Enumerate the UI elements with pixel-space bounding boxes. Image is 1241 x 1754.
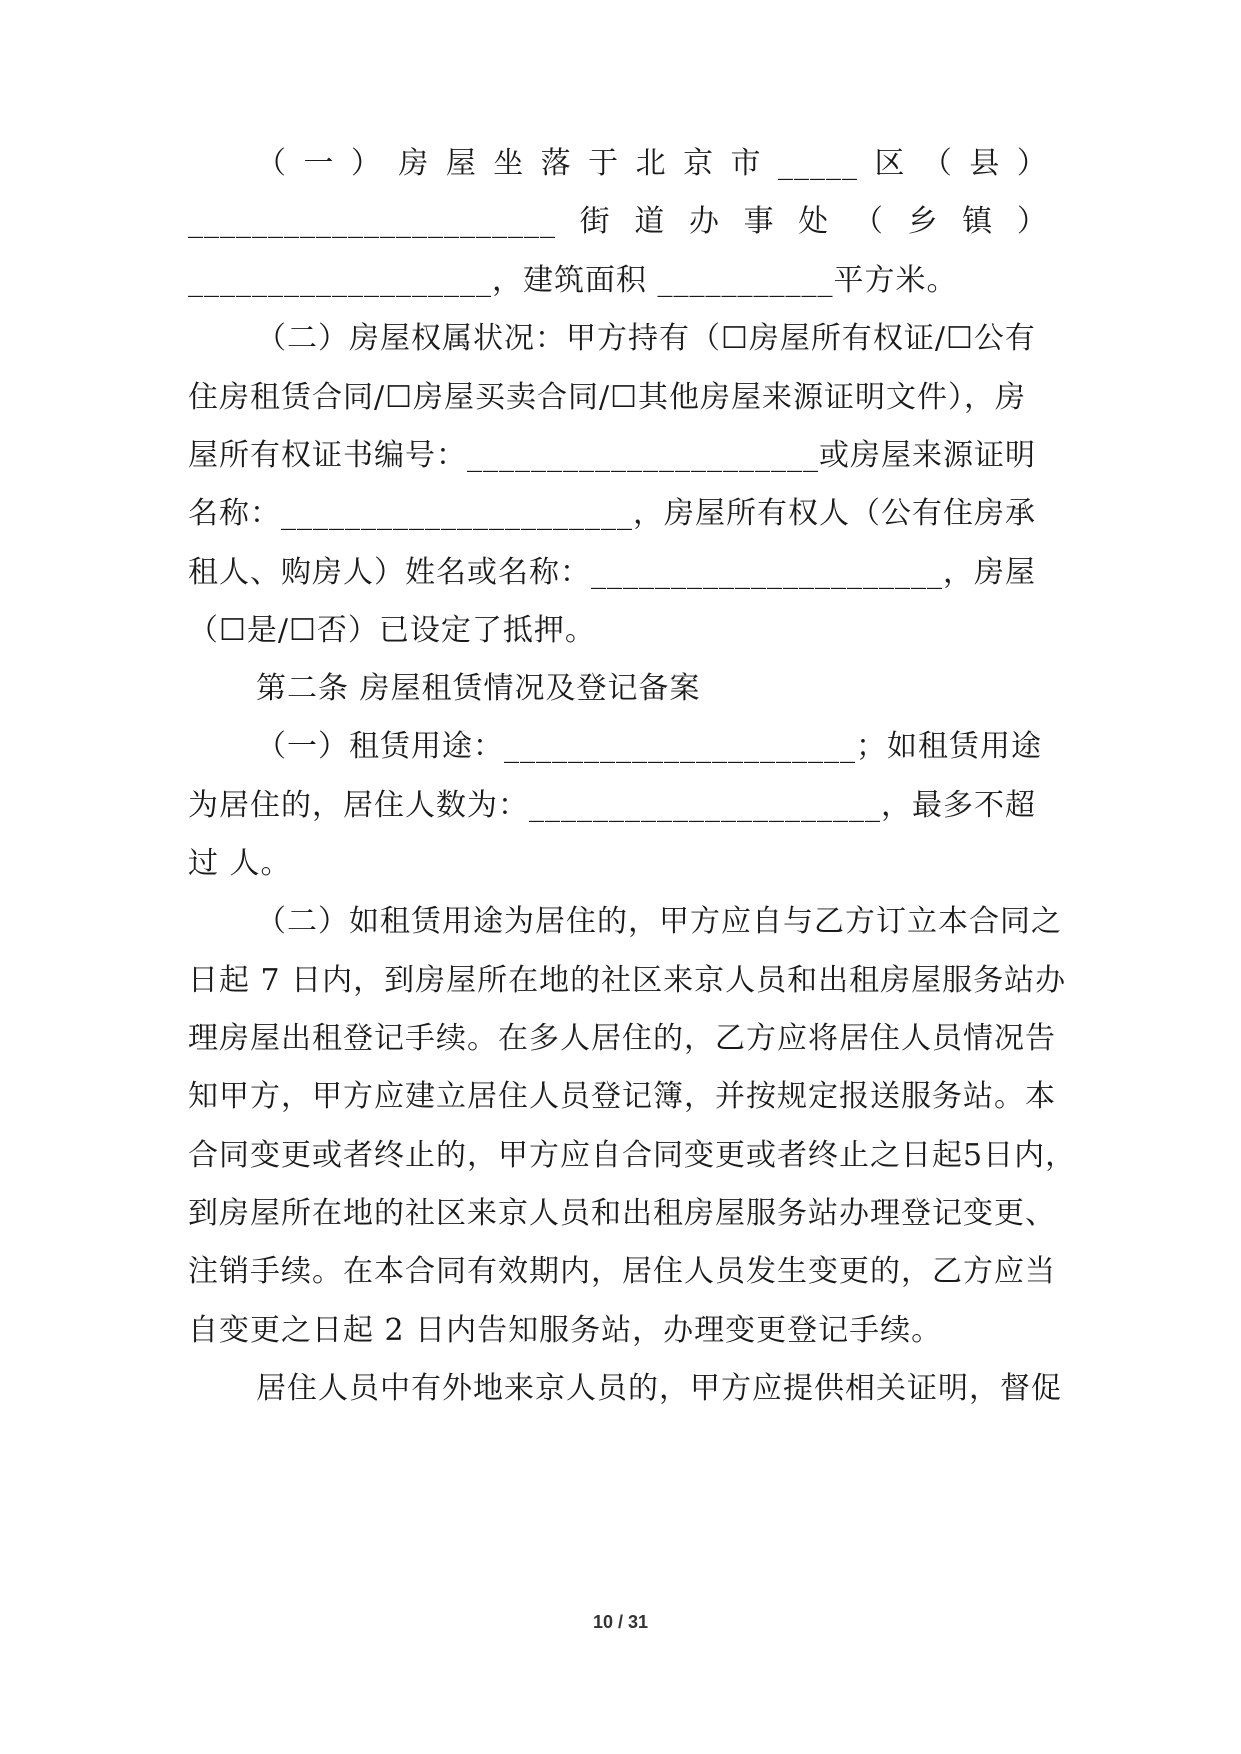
location-line-1-token: 于 (588, 146, 620, 181)
location-line-1-token: （ (256, 146, 287, 181)
location-line-1-token: 房 (398, 146, 430, 181)
location-line-2-token: （ (852, 204, 884, 239)
location-line-2-token: 道 (634, 204, 666, 239)
registration-line-3: 理房屋出租登记手续。在多人居住的，乙方应将居住人员情况告 (188, 1021, 1056, 1056)
location-line-3: ___________________，建筑面积 ___________平方米。 (188, 263, 958, 298)
location-line-1 (256, 139, 1048, 189)
location-line-1-token: ） (1016, 146, 1048, 181)
location-line-2-token: 街 (579, 204, 611, 239)
location-line-1-token: 屋 (445, 146, 477, 181)
page-number: 10 / 31 (592, 1612, 649, 1632)
ownership-line-3: 屋所有权证书编号：______________________或房屋来源证明 (188, 438, 1036, 473)
article-heading: 第二条 房屋租赁情况及登记备案 (256, 671, 701, 706)
registration-line-1: （二）如租赁用途为居住的，甲方应自与乙方订立本合同之 (256, 904, 1062, 939)
location-line-2 (188, 197, 1048, 247)
location-line-2-token: 乡 (907, 204, 939, 239)
registration-line-2: 日起 7 日内，到房屋所在地的社区来京人员和出租房屋服务站办 (188, 963, 1067, 998)
registration-line-4: 知甲方，甲方应建立居住人员登记簿，并按规定报送服务站。本 (188, 1079, 1056, 1114)
location-line-2-token: 镇 (962, 204, 994, 239)
residents-line-1: 居住人员中有外地来京人员的，甲方应提供相关证明，督促 (256, 1371, 1062, 1406)
location-line-2-token: 处 (798, 204, 830, 239)
location-line-2-token: 办 (688, 204, 720, 239)
registration-line-8: 自变更之日起 2 日内告知服务站，办理变更登记手续。 (188, 1313, 943, 1348)
location-line-1-token: ） (350, 146, 382, 181)
location-line-1-token: 坐 (493, 146, 525, 181)
registration-line-6: 到房屋所在地的社区来京人员和出租房屋服务站办理登记变更、 (188, 1196, 1056, 1231)
location-line-1-token: 京 (683, 146, 715, 181)
location-line-2-token: _______________________ (188, 204, 556, 239)
ownership-line-6: （☐是/☐否）已设定了抵押。 (188, 613, 596, 648)
location-line-1-token: 一 (303, 146, 335, 181)
ownership-line-1: （二）房屋权属状况：甲方持有（☐房屋所有权证/☐公有 (256, 321, 1036, 356)
purpose-line-3: 过 人。 (188, 846, 292, 881)
purpose-line-2: 为居住的，居住人数为：______________________，最多不超 (188, 788, 1036, 823)
location-line-1-token: 县 (969, 146, 1001, 181)
purpose-line-1: （一）租赁用途：______________________；如租赁用途 (256, 729, 1042, 764)
location-line-2-token: ） (1016, 204, 1048, 239)
ownership-line-4: 名称：______________________，房屋所有权人（公有住房承 (188, 496, 1036, 531)
ownership-line-5: 租人、购房人）姓名或名称：______________________，房屋 (188, 555, 1036, 590)
location-line-1-token: 落 (540, 146, 572, 181)
ownership-line-2: 住房租赁合同/☐房屋买卖合同/☐其他房屋来源证明文件），房 (188, 380, 1027, 415)
registration-line-7: 注销手续。在本合同有效期内，居住人员发生变更的，乙方应当 (188, 1254, 1056, 1289)
location-line-1-token: 北 (635, 146, 667, 181)
location-line-1-token: 区 (874, 146, 906, 181)
location-line-1-token: 市 (730, 146, 762, 181)
location-line-1-token: （ (921, 146, 953, 181)
registration-line-5: 合同变更或者终止的，甲方应自合同变更或者终止之日起5日内， (188, 1138, 1077, 1173)
location-line-2-token: 事 (743, 204, 775, 239)
location-line-1-token: _____ (777, 146, 858, 181)
